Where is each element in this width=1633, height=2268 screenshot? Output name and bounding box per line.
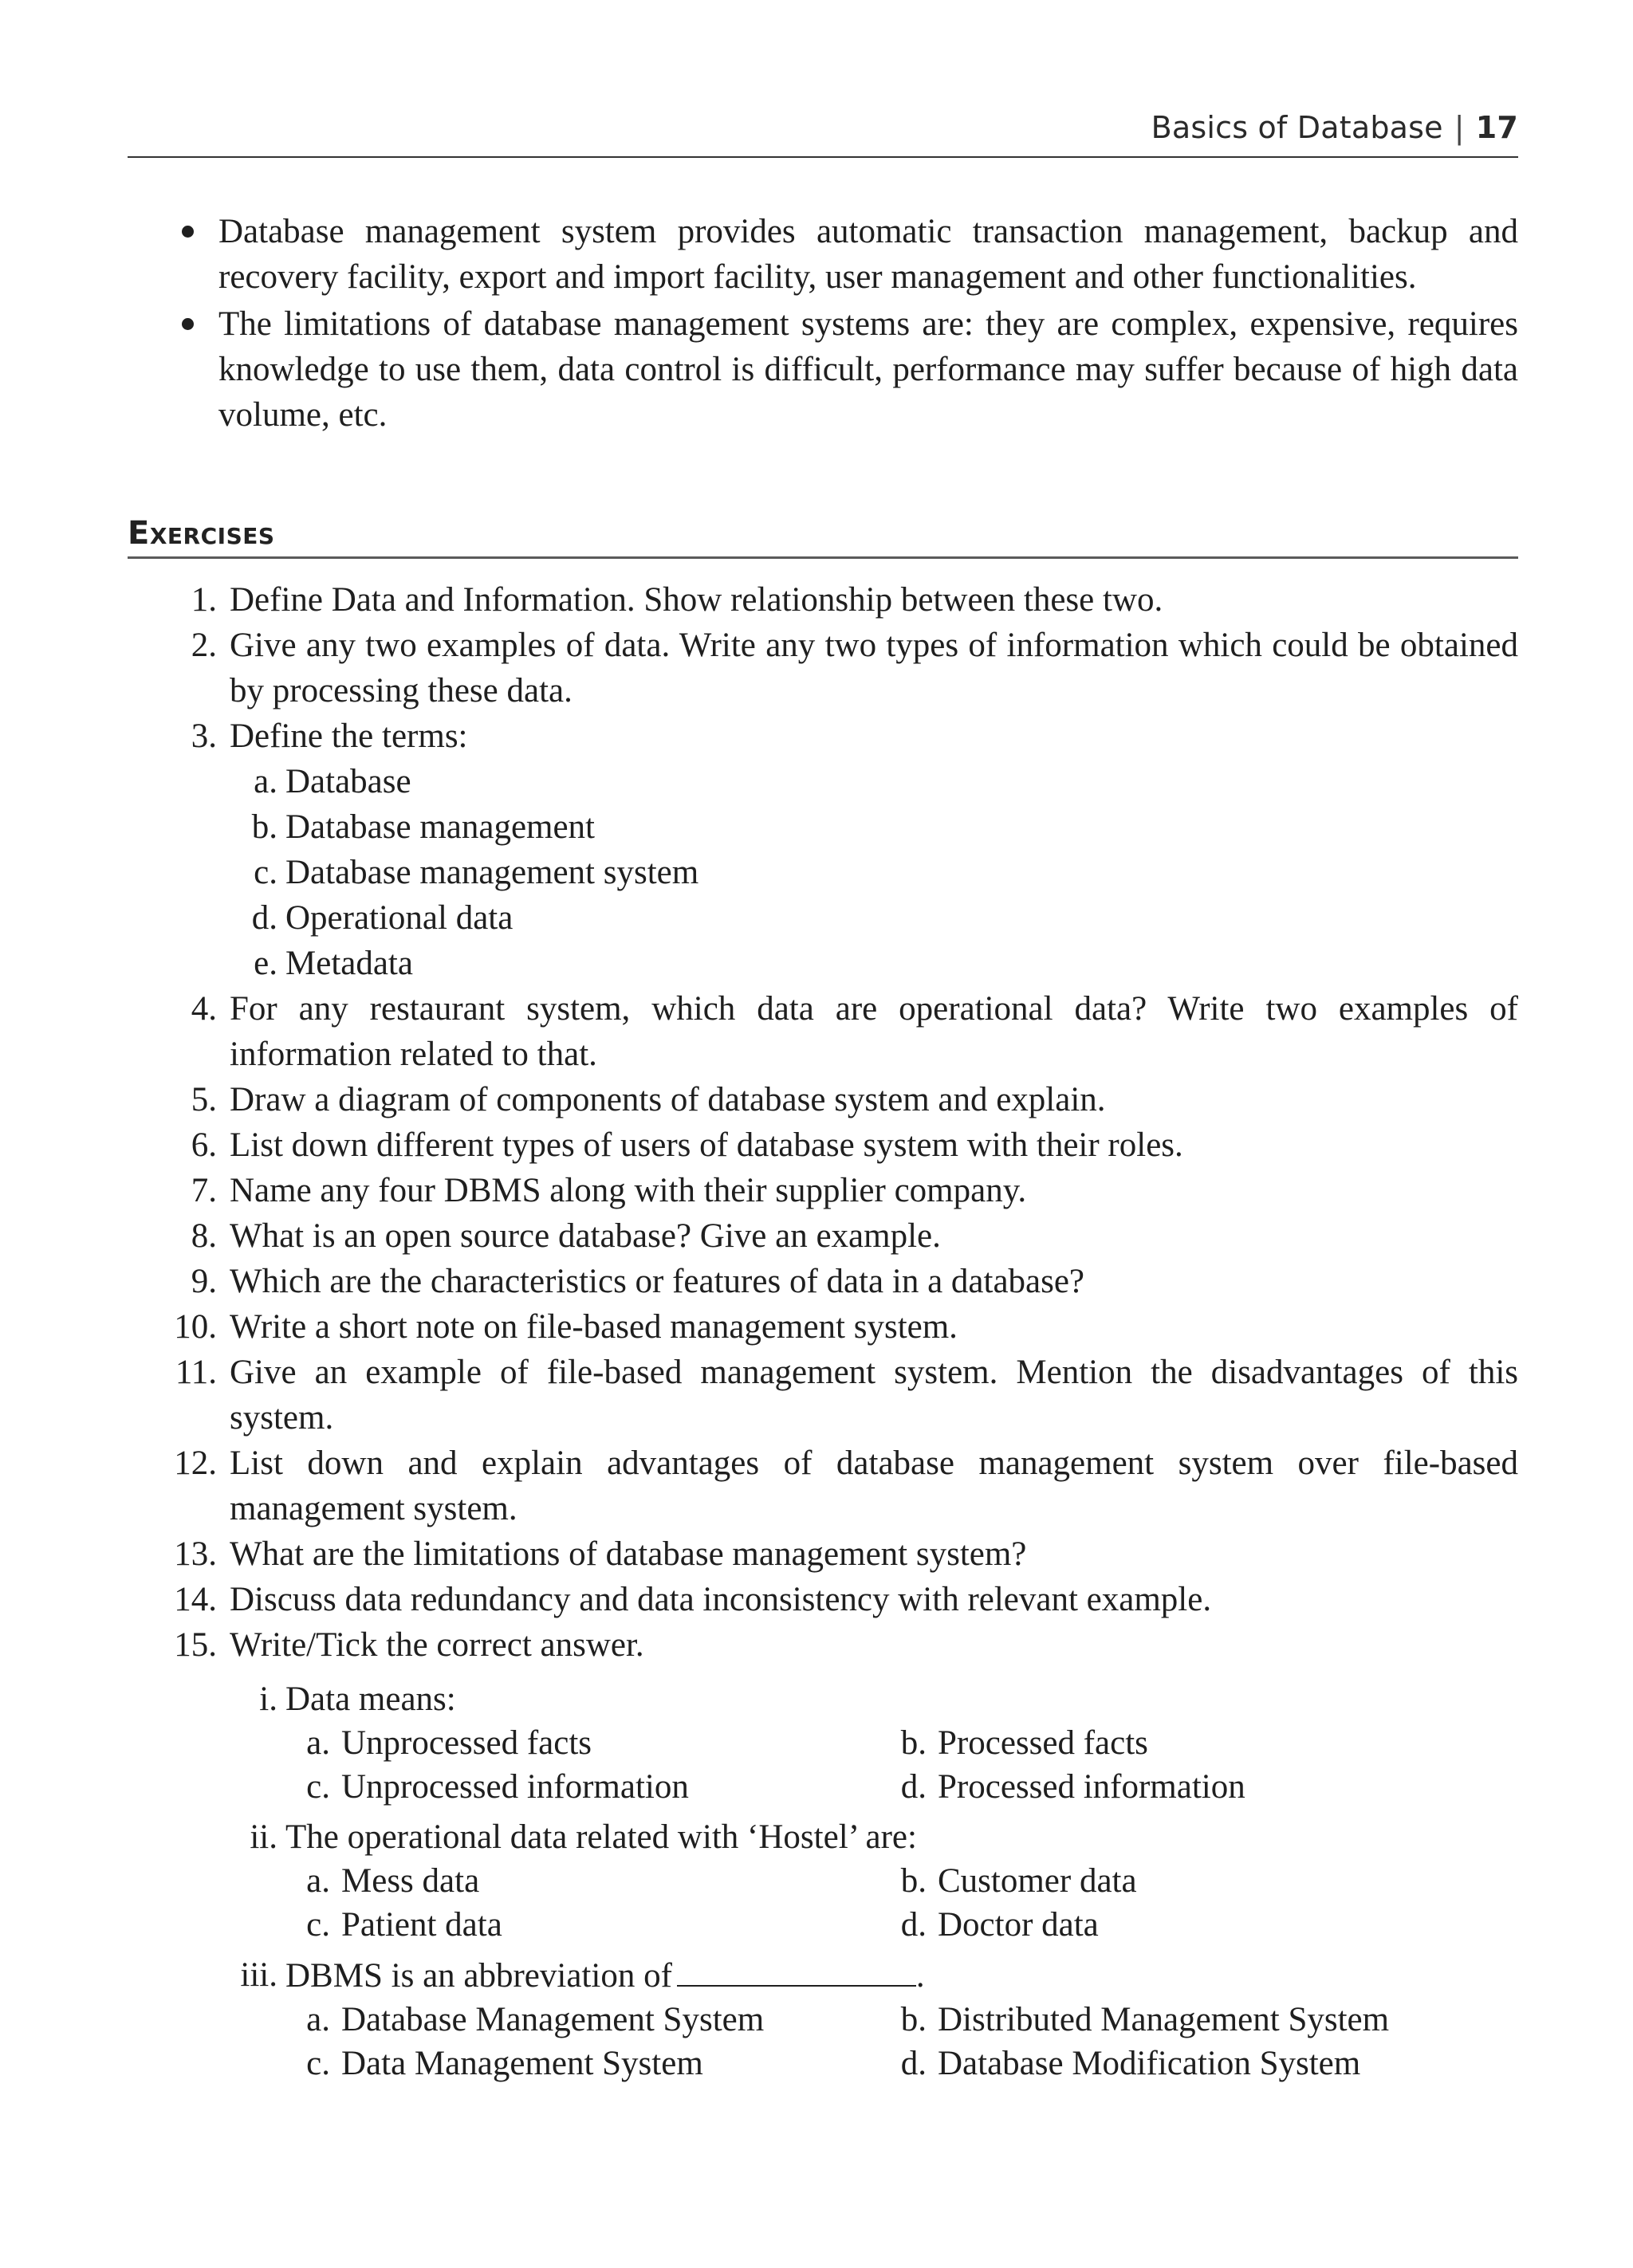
mcq-option[interactable] xyxy=(883,1859,1137,1903)
header-rule xyxy=(128,156,1518,158)
option-text: Database Management System xyxy=(341,2001,765,2038)
option-text: Data Management System xyxy=(341,2045,703,2082)
option-text: Processed information xyxy=(938,1768,1245,1806)
exercise-text: Draw a diagram of components of database system and explain. xyxy=(230,1081,1106,1118)
bullet-icon xyxy=(182,318,194,330)
exercise-text: Write a short note on file-based management system. xyxy=(230,1308,958,1346)
mcq-item xyxy=(128,1953,1518,2085)
option-letter: d. xyxy=(900,2045,927,2082)
option-text: Distributed Management System xyxy=(938,2001,1390,2038)
term-item xyxy=(128,759,1518,804)
mcq-option[interactable] xyxy=(287,1765,689,1809)
bullet-text: The limitations of database management systems are: they are complex, expensive, requires knowledge to use them, data control is difficult, performance may suffer because of high data volume, etc. xyxy=(218,305,1518,434)
mcq-option[interactable] xyxy=(883,1998,1389,2042)
mcq-question-text: DBMS is an abbreviation of xyxy=(285,1957,672,1995)
option-text: Customer data xyxy=(938,1862,1137,1900)
exercise-text: Define Data and Information. Show relationship between these two. xyxy=(230,581,1163,619)
term-text: Operational data xyxy=(285,899,514,937)
exercise-number: 5. xyxy=(191,1081,217,1118)
mcq-number: ii. xyxy=(250,1818,277,1856)
term-item xyxy=(128,804,1518,850)
mcq-number: iii. xyxy=(240,1956,277,1994)
chapter-title: Basics of Database xyxy=(1151,110,1443,145)
answer-blank[interactable] xyxy=(677,1953,916,1987)
mcq-item xyxy=(128,1815,1518,1947)
mcq-question-end: . xyxy=(915,1957,925,1995)
exercise-number: 12. xyxy=(174,1445,217,1482)
option-text: Unprocessed facts xyxy=(341,1724,592,1762)
mcq-option[interactable] xyxy=(287,1903,502,1947)
exercise-item xyxy=(128,986,1518,1077)
section-title-text: Exercises xyxy=(128,515,275,552)
bullet-item xyxy=(128,209,1518,300)
exercise-number: 11. xyxy=(175,1354,217,1391)
mcq-option[interactable] xyxy=(287,1859,479,1903)
option-letter: a. xyxy=(306,1724,330,1762)
option-letter: b. xyxy=(900,2001,927,2038)
exercise-item xyxy=(128,1122,1518,1168)
mcq-item xyxy=(128,1677,1518,1809)
exercise-text: List down and explain advantages of database management system over file-based management system. xyxy=(230,1445,1518,1527)
exercise-text: List down different types of users of database system with their roles. xyxy=(230,1126,1183,1164)
mcq-option[interactable] xyxy=(883,1765,1245,1809)
exercise-text: Which are the characteristics or features of data in a database? xyxy=(230,1263,1085,1300)
exercise-number: 3. xyxy=(191,717,217,755)
running-head xyxy=(128,110,1518,145)
exercise-item xyxy=(128,1350,1518,1441)
option-letter: a. xyxy=(306,1862,330,1900)
exercise-text: Discuss data redundancy and data inconsistency with relevant example. xyxy=(230,1581,1212,1618)
option-letter: c. xyxy=(306,2045,330,2082)
term-text: Database xyxy=(285,763,411,800)
exercise-number: 14. xyxy=(174,1581,217,1618)
mcq-options xyxy=(128,1721,1518,1809)
term-text: Database management xyxy=(285,808,596,846)
option-text: Database Modification System xyxy=(938,2045,1361,2082)
exercise-number: 4. xyxy=(191,990,217,1028)
mcq-option[interactable] xyxy=(883,1903,1099,1947)
term-text: Metadata xyxy=(285,945,413,982)
exercise-item xyxy=(128,1168,1518,1213)
mcq-question xyxy=(128,1815,1518,1859)
term-letter: d. xyxy=(251,899,277,937)
bullet-icon xyxy=(182,226,194,238)
mcq-question-text: Data means: xyxy=(285,1680,456,1718)
mcq-question xyxy=(128,1953,1518,1998)
exercise-item xyxy=(128,1577,1518,1622)
mcq-options xyxy=(128,1859,1518,1947)
mcq-question-text: The operational data related with ‘Hostel’ are: xyxy=(285,1818,917,1856)
option-text: Unprocessed information xyxy=(341,1768,689,1806)
exercise-item xyxy=(128,1213,1518,1259)
term-letter: e. xyxy=(254,945,277,982)
page-number: 17 xyxy=(1475,110,1518,145)
exercise-list xyxy=(128,577,1518,2092)
mcq-option[interactable] xyxy=(287,1998,764,2042)
option-letter: d. xyxy=(900,1768,927,1806)
mcq-option[interactable] xyxy=(287,1721,592,1765)
term-text: Database management system xyxy=(285,854,699,891)
exercise-number: 15. xyxy=(174,1626,217,1664)
option-letter: c. xyxy=(306,1768,330,1806)
header-separator: | xyxy=(1454,110,1465,145)
mcq-list xyxy=(128,1677,1518,2085)
exercise-text: What are the limitations of database management system? xyxy=(230,1535,1027,1573)
exercise-number: 7. xyxy=(191,1172,217,1209)
mcq-question xyxy=(128,1677,1518,1721)
exercises-heading xyxy=(128,507,1518,559)
exercise-number: 9. xyxy=(191,1263,217,1300)
term-item xyxy=(128,941,1518,986)
bullet-text: Database management system provides automatic transaction management, backup and recovery facility, export and import facility, user management and other functionalities. xyxy=(218,213,1518,296)
option-letter: d. xyxy=(900,1906,927,1944)
term-letter: a. xyxy=(254,763,277,800)
exercise-item xyxy=(128,1259,1518,1304)
term-letter: b. xyxy=(251,808,277,846)
exercise-item xyxy=(128,1304,1518,1350)
mcq-option[interactable] xyxy=(883,1721,1148,1765)
bullet-item xyxy=(128,301,1518,438)
mcq-option[interactable] xyxy=(883,2042,1360,2085)
mcq-number: i. xyxy=(259,1680,277,1718)
exercise-number: 10. xyxy=(174,1308,217,1346)
summary-bullets xyxy=(128,209,1518,438)
mcq-option[interactable] xyxy=(287,2042,703,2085)
term-letter: c. xyxy=(254,854,277,891)
exercise-item xyxy=(128,1077,1518,1122)
exercise-item xyxy=(128,623,1518,713)
exercise-item xyxy=(128,713,1518,759)
option-text: Doctor data xyxy=(938,1906,1099,1944)
exercise-text: Define the terms: xyxy=(230,717,468,755)
mcq-options xyxy=(128,1998,1518,2085)
option-letter: a. xyxy=(306,2001,330,2038)
exercise-item xyxy=(128,577,1518,623)
exercise-item xyxy=(128,1441,1518,1531)
exercise-number: 8. xyxy=(191,1217,217,1255)
option-text: Mess data xyxy=(341,1862,480,1900)
exercise-item xyxy=(128,1622,1518,1668)
option-letter: c. xyxy=(306,1906,330,1944)
exercise-text: Give an example of file-based management system. Mention the disadvantages of this system. xyxy=(230,1354,1518,1437)
option-text: Processed facts xyxy=(938,1724,1148,1762)
exercise-text: For any restaurant system, which data are operational data? Write two examples of information related to that. xyxy=(230,990,1518,1073)
term-item xyxy=(128,850,1518,895)
term-item xyxy=(128,895,1518,941)
exercise-text: Name any four DBMS along with their supplier company. xyxy=(230,1172,1027,1209)
exercise-number: 13. xyxy=(174,1535,217,1573)
exercise-number: 6. xyxy=(191,1126,217,1164)
exercise-number: 1. xyxy=(191,581,217,619)
exercise-item xyxy=(128,1531,1518,1577)
option-text: Patient data xyxy=(341,1906,502,1944)
exercise-text: Give any two examples of data. Write any two types of information which could be obtained by processing these data. xyxy=(230,627,1518,709)
exercise-number: 2. xyxy=(191,627,217,664)
exercise-text: What is an open source database? Give an example. xyxy=(230,1217,941,1255)
exercise-text: Write/Tick the correct answer. xyxy=(230,1626,644,1664)
option-letter: b. xyxy=(900,1724,927,1762)
option-letter: b. xyxy=(900,1862,927,1900)
